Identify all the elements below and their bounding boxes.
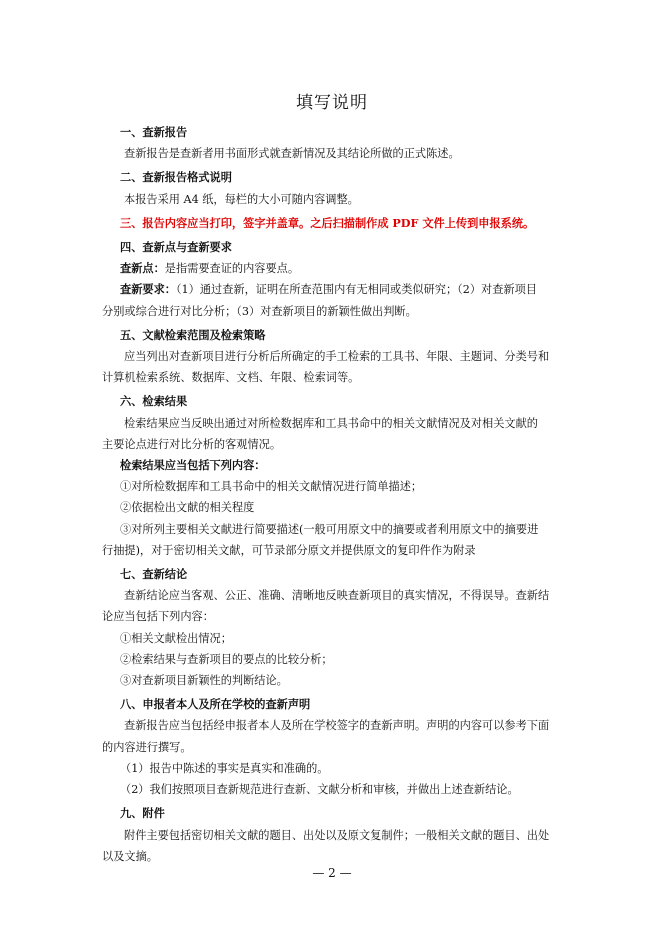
section-line: 分别或综合进行对比分析；（3）对查新项目的新颖性做出判断。 <box>102 304 417 318</box>
list-item: ③对查新项目新颖性的判断结论。 <box>120 674 288 688</box>
section-line: 附件主要包括密切相关文献的题目、出处以及原文复制件；一般相关文献的题目、出处 <box>124 828 550 842</box>
section-heading: 七、查新结论 <box>120 567 188 582</box>
section-heading: 八、申报者本人及所在学校的查新声明 <box>120 697 311 712</box>
section-line: 以及文摘。 <box>102 849 158 863</box>
sub-heading: 检索结果应当包括下列内容： <box>120 458 266 473</box>
section-line: 行抽提)，对于密切相关文献，可节录部分原文并提供原文的复印件作为附录 <box>102 543 476 557</box>
list-item: ③对所列主要相关文献进行简要描述(一般可用原文中的摘要或者利用原文中的摘要进 <box>120 522 539 536</box>
section-paragraph: 查新报告是查新者用书面形式就查新情况及其结论所做的正式陈述。 <box>124 147 460 161</box>
page-title: 填写说明 <box>296 93 368 113</box>
term-label: 查新点： <box>120 261 165 276</box>
section-paragraph: 本报告采用 A4 纸，每栏的大小可随内容调整。 <box>124 192 359 206</box>
list-item: ②检索结果与查新项目的要点的比较分析； <box>120 652 333 666</box>
document-content <box>102 122 562 867</box>
section-heading: 九、附件 <box>120 806 165 821</box>
section-line: 应当列出对查新项目进行分析后所确定的手工检索的工具书、年限、主题词、分类号和 <box>124 350 550 364</box>
section-line: 查新报告应当包括经申报者本人及所在学校签字的查新声明。声明的内容可以参考下面 <box>124 719 550 733</box>
page-number: — 2 — <box>312 866 352 880</box>
section-line: 检索结果应当反映出通过对所检数据库和工具书命中的相关文献情况及对相关文献的 <box>124 416 538 430</box>
list-item: ②依据检出文献的相关程度 <box>120 501 255 515</box>
term-text: （1）通过查新，证明在所查范围内有无相同或类似研究；（2）对查新项目 <box>175 283 537 297</box>
section-line: 计算机检索系统、数据库、文档、年限、检索词等。 <box>102 371 360 385</box>
section-line: 的内容进行撰写。 <box>102 740 192 754</box>
section-heading: 一、查新报告 <box>120 125 188 139</box>
section-line: 论应当包括下列内容： <box>102 610 214 624</box>
red-notice: 三、报告内容应当打印，签字并盖章。之后扫描制作成 PDF 文件上传到申报系统。 <box>120 215 535 230</box>
term-label: 查新要求： <box>120 282 176 297</box>
list-item: ①相关文献检出情况； <box>120 631 232 645</box>
section-line: 主要论点进行对比分析的客观情况。 <box>102 437 282 451</box>
list-item: （2）我们按照项目查新规范进行查新、文献分析和审核，并做出上述查新结论。 <box>120 783 519 797</box>
section-paragraph <box>102 279 562 300</box>
list-item: （1）报告中陈述的事实是真实和准确的。 <box>120 761 329 775</box>
section-line: 查新结论应当客观、公正、准确、清晰地反映查新项目的真实情况，不得误导。查新结 <box>124 589 550 603</box>
list-item: ①对所检数据库和工具书命中的相关文献情况进行简单描述； <box>120 480 423 494</box>
section-heading: 五、文献检索范围及检索策略 <box>120 327 266 342</box>
section-heading: 二、查新报告格式说明 <box>120 170 232 185</box>
term-text: 是指需要查证的内容要点。 <box>164 262 300 276</box>
section-heading: 六、检索结果 <box>120 394 188 409</box>
section-paragraph <box>102 258 562 279</box>
section-heading: 四、查新点与查新要求 <box>120 240 232 255</box>
